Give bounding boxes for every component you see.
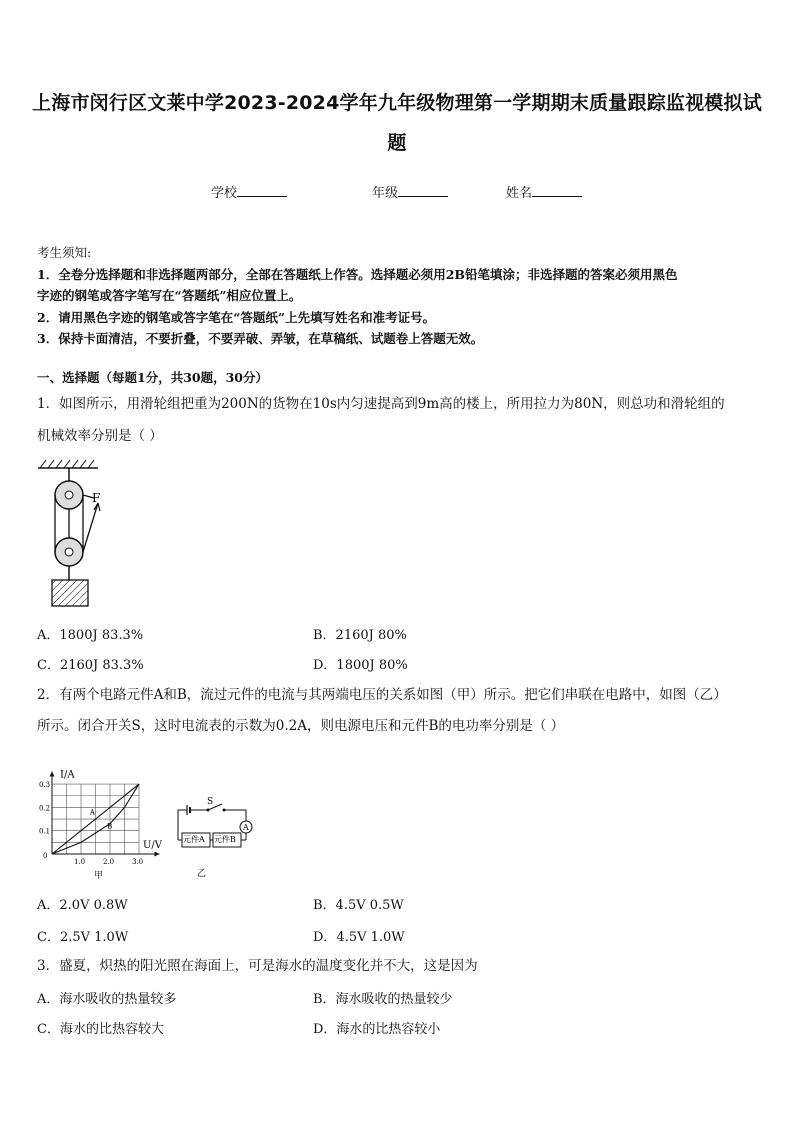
q3-option-c: C．海水的比热容较大 bbox=[37, 1022, 164, 1037]
y-tick-label: 0.2 bbox=[39, 804, 51, 813]
grade-blank bbox=[398, 184, 448, 197]
series-label-a: A bbox=[89, 808, 95, 817]
grade-field bbox=[372, 182, 448, 201]
x-tick-label: 3.0 bbox=[132, 858, 144, 866]
school-blank bbox=[237, 184, 287, 197]
chart-caption: 甲 bbox=[94, 871, 104, 880]
question-2-stem: 2．有两个电路元件A和B，流过元件的电流与其两端电压的关系如图（甲）所示。把它们串联在电路中，如图（乙） bbox=[37, 687, 727, 703]
load-block bbox=[52, 580, 88, 606]
y-tick-label: 0.3 bbox=[39, 781, 51, 790]
q3-option-b: B．海水吸收的热量较少 bbox=[313, 992, 453, 1007]
pulley-figure bbox=[36, 458, 126, 613]
q1-option-d: D．1800J 80% bbox=[313, 658, 408, 673]
note-line: 2．请用黑色字迹的钢笔或答字笔在“答题纸”上先填写姓名和准考证号。 bbox=[37, 309, 436, 325]
q2-option-a: A．2.0V 0.8W bbox=[37, 898, 128, 913]
y-axis-arrow bbox=[50, 771, 55, 776]
q2-option-d: D．4.5V 1.0W bbox=[313, 930, 405, 945]
note-line: 字迹的钢笔或答字笔写在“答题纸”相应位置上。 bbox=[37, 288, 302, 303]
question-1-stem: 1．如图所示，用滑轮组把重为200N的货物在10s内匀速提高到9m高的楼上，所用拉力为80N，则总功和滑轮组的 bbox=[37, 396, 725, 412]
element-b-label: 元件B bbox=[214, 835, 236, 844]
q1-option-a: A．1800J 83.3% bbox=[37, 628, 144, 643]
school-label: 学校 bbox=[211, 186, 238, 201]
x-axis-label: U/V bbox=[143, 840, 163, 851]
page-title-cont: 题 bbox=[387, 132, 407, 154]
q3-option-a: A．海水吸收的热量较多 bbox=[37, 992, 177, 1007]
ammeter-label: A bbox=[243, 823, 249, 832]
page-title: 上海市闵行区文莱中学2023-2024学年九年级物理第一学期期末质量跟踪监视模拟试 bbox=[32, 92, 762, 114]
notes-heading: 考生须知: bbox=[37, 245, 92, 260]
name-label: 姓名 bbox=[506, 186, 533, 201]
series-label-b: B bbox=[107, 822, 113, 831]
section-heading: 一、选择题（每题1分，共30题，30分） bbox=[37, 370, 268, 385]
y-axis-label: I/A bbox=[60, 769, 75, 781]
element-a-label: 元件A bbox=[183, 835, 205, 844]
exam-notes bbox=[37, 242, 762, 350]
name-field bbox=[506, 182, 582, 201]
y-tick-label: 0.1 bbox=[39, 827, 51, 836]
question-3-stem: 3．盛夏，炽热的阳光照在海面上，可是海水的温度变化并不大，这是因为 bbox=[37, 958, 478, 974]
q2-option-b: B．4.5V 0.5W bbox=[313, 898, 404, 913]
q2-option-c: C．2.5V 1.0W bbox=[37, 930, 129, 945]
force-label: F bbox=[92, 491, 101, 505]
q1-option-b: B．2160J 80% bbox=[313, 628, 407, 643]
question-2-stem-cont: 所示。闭合开关S，这时电流表的示数为0.2A，则电源电压和元件B的电功率分别是（ ） bbox=[37, 718, 565, 734]
name-blank bbox=[532, 184, 582, 197]
note-line: 1．全卷分选择题和非选择题两部分，全部在答题纸上作答。选择题必须用2B铅笔填涂；非选择题的答案必须用黑色 bbox=[37, 266, 678, 282]
origin-label: 0 bbox=[43, 852, 48, 860]
grade-label: 年级 bbox=[372, 186, 399, 201]
x-tick-label: 2.0 bbox=[103, 858, 115, 866]
q3-option-d: D．海水的比热容较小 bbox=[313, 1022, 441, 1037]
x-axis-arrow bbox=[155, 852, 160, 857]
note-line: 3．保持卡面清洁，不要折叠，不要弄破、弄皱，在草稿纸、试题卷上答题无效。 bbox=[37, 331, 484, 346]
circuit-caption: 乙 bbox=[197, 869, 207, 879]
circuit-diagram bbox=[172, 792, 267, 882]
q1-option-c: C．2160J 83.3% bbox=[37, 658, 144, 673]
x-tick-label: 1.0 bbox=[74, 858, 86, 866]
school-field bbox=[211, 182, 287, 201]
question-1-stem-cont: 机械效率分别是（ ） bbox=[37, 428, 163, 444]
iv-chart bbox=[34, 746, 174, 880]
switch-label: S bbox=[207, 797, 214, 807]
